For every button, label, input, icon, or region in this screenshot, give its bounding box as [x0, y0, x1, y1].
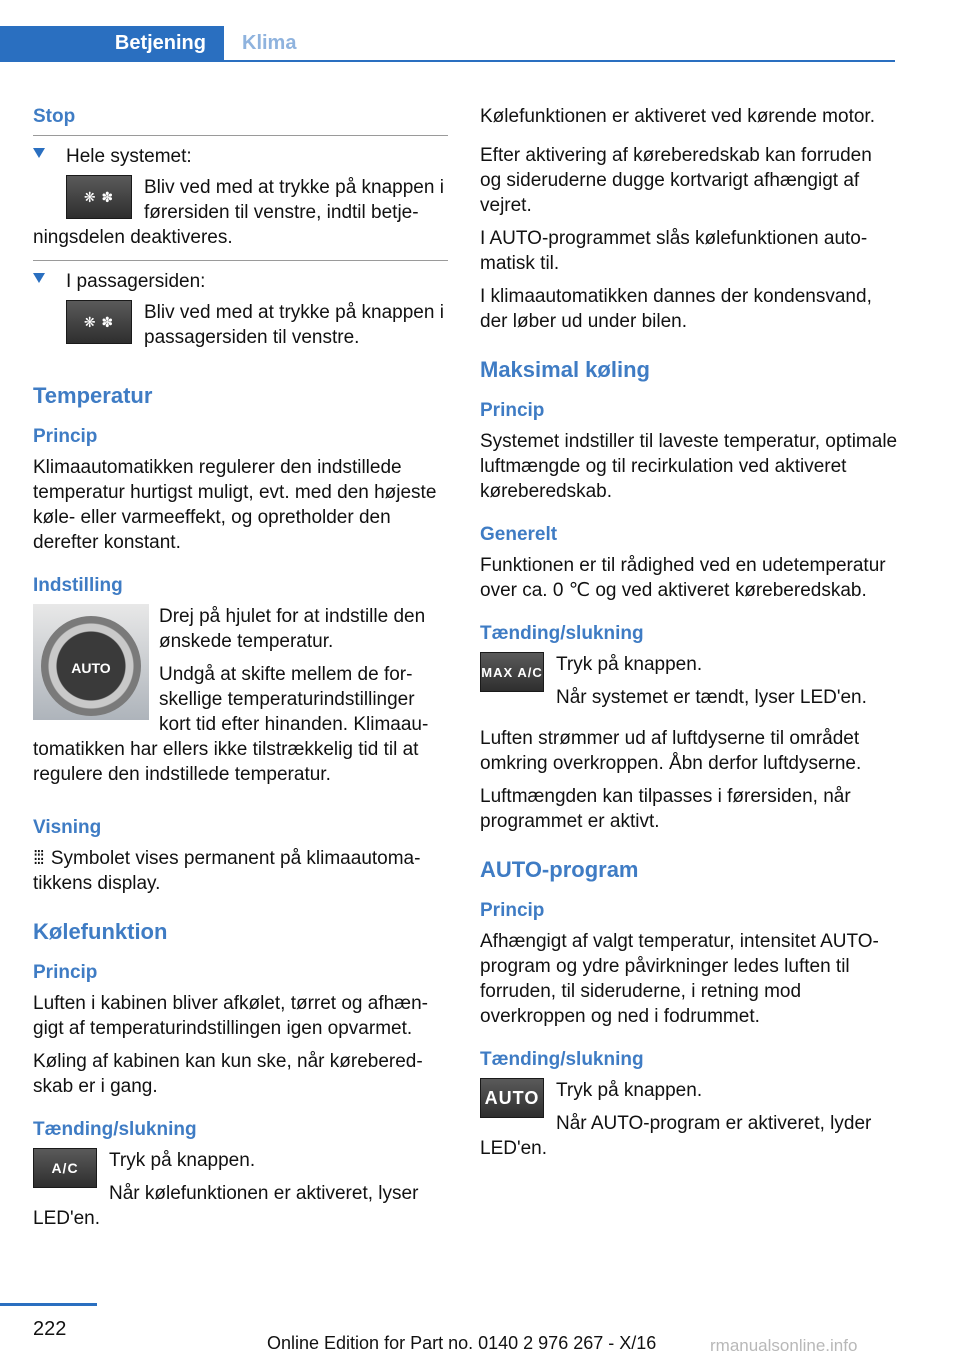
footer-edition: Online Edition for Part no. 0140 2 976 267 - X/16 — [267, 1333, 657, 1353]
header-divider — [0, 60, 895, 62]
paragraph: Kølefunktionen er aktiveret ved kørende motor. — [480, 106, 875, 127]
subheading-tand-slukning: Tænding/slukning — [33, 1119, 197, 1140]
paragraph: Luften i kabinen bliver afkølet, tørret og afhængigt af temperaturindstillingen igen opvarmet. — [33, 993, 428, 1039]
right-column — [480, 104, 898, 1161]
ac-row — [33, 1148, 448, 1206]
paragraph: Luftmængden kan tilpasses i førersiden, når programmet er aktivt. — [480, 786, 851, 832]
max-ac-button-icon: MAX A/C — [480, 652, 544, 692]
subheading-princip: Princip — [480, 400, 545, 421]
fan-off-button-icon: ❋ ✽ — [66, 175, 132, 219]
paragraph-cont: LED'en. — [33, 1208, 101, 1229]
subheading-princip: Princip — [33, 962, 98, 983]
section-heading-maksimal-koling: Maksimal køling — [480, 357, 650, 382]
defrost-symbol-icon: ⁞⁞⁞ — [33, 848, 43, 869]
bullet-label: Hele systemet: — [66, 146, 192, 167]
tab-betjening[interactable]: Betjening — [0, 26, 224, 60]
subheading-indstilling: Indstilling — [33, 575, 123, 596]
fan-off-row — [66, 175, 448, 225]
visning-text: Symbolet vises permanent på klimaautomatikkens display. — [33, 848, 421, 894]
paragraph: Funktionen er til rådighed ved en udetemperatur over ca. 0 ℃ og ved aktiveret køreberedskab. — [480, 555, 886, 601]
bullet-triangle-icon — [33, 148, 45, 158]
paragraph: Tryk på knappen. — [109, 1150, 256, 1171]
subheading-visning: Visning — [33, 817, 102, 838]
paragraph: Afhængigt af valgt temperatur, intensitet AUTO-program og ydre påvirkninger ledes luften til forruden, til sideruderne, i retning mod overkroppen og ned i fodrummet. — [480, 931, 879, 1027]
section-heading-temperatur: Temperatur — [33, 383, 153, 408]
paragraph: I klimaautomatikken dannes der kondensvand, der løber ud under bilen. — [480, 286, 872, 332]
paragraph: I AUTO-programmet slås kølefunktionen automatisk til. — [480, 228, 868, 274]
knob-row — [33, 604, 448, 737]
page-number: 222 — [33, 1318, 67, 1340]
watermark: rmanualsonline.info — [710, 1336, 858, 1355]
auto-button-icon: AUTO — [480, 1078, 544, 1118]
bullet-text-cont: ningsdelen deaktiveres. — [33, 227, 233, 248]
paragraph: Tryk på knappen. — [556, 1080, 703, 1101]
paragraph: Undgå at skifte mellem de forskellige temperaturindstillinger kort tid efter hinanden. Klimaau- — [159, 664, 429, 735]
auto-row — [480, 1078, 898, 1136]
max-ac-row — [480, 652, 898, 710]
paragraph: Drej på hjulet for at indstille den ønskede temperatur. — [159, 606, 426, 652]
bullet-text: Bliv ved med at trykke på knappen i passagersiden til venstre. — [144, 302, 444, 348]
paragraph: Klimaautomatikken regulerer den indstillede temperatur hurtigst muligt, evt. med den højeste køle- eller varmeeffekt, og opretholder den derefter konstant. — [33, 457, 437, 553]
paragraph: Luften strømmer ud af luftdyserne til området omkring overkroppen. Åbn derfor luftdyserne. — [480, 728, 862, 774]
fan-off-row — [66, 300, 448, 350]
list-item — [33, 135, 448, 260]
bullet-text: Bliv ved med at trykke på knappen i førersiden til venstre, indtil betje- — [144, 177, 444, 223]
subheading-princip: Princip — [480, 900, 545, 921]
left-column — [33, 100, 448, 1231]
paragraph: Køling af kabinen kan kun ske, når køreberedskab er i gang. — [33, 1051, 423, 1097]
subheading-princip: Princip — [33, 426, 98, 447]
bullet-triangle-icon — [33, 273, 45, 283]
list-item — [33, 260, 448, 360]
paragraph: Når AUTO-program er aktiveret, lyder — [556, 1113, 872, 1134]
subheading-tand-slukning: Tænding/slukning — [480, 623, 644, 644]
stop-heading: Stop — [33, 106, 76, 127]
paragraph: Systemet indstiller til laveste temperatur, optimale luftmængde og til recirkulation ved aktiveret køreberedskab. — [480, 431, 898, 502]
paragraph: Tryk på knappen. — [556, 654, 703, 675]
paragraph: Når systemet er tændt, lyser LED'en. — [556, 687, 867, 708]
subheading-generelt: Generelt — [480, 524, 558, 545]
paragraph: Når kølefunktionen er aktiveret, lyser — [109, 1183, 419, 1204]
ac-button-icon: A/C — [33, 1148, 97, 1188]
paragraph-cont: tomatikken har ellers ikke tilstrækkelig tid til at regulere den indstillede temperatur. — [33, 739, 419, 785]
section-heading-kolefunktion: Kølefunktion — [33, 919, 168, 944]
bullet-label: I passagersiden: — [66, 271, 206, 292]
paragraph-cont: LED'en. — [480, 1138, 548, 1159]
fan-off-button-icon: ❋ ✽ — [66, 300, 132, 344]
subheading-tand-slukning: Tænding/slukning — [480, 1049, 644, 1070]
section-heading-auto-program: AUTO-program — [480, 857, 639, 882]
tab-klima[interactable]: Klima — [242, 31, 297, 54]
paragraph: Efter aktivering af køreberedskab kan forruden og sideruderne dugge kortvarigt afhængigt af vejret. — [480, 145, 872, 216]
knob-label: AUTO — [71, 660, 111, 676]
header-bar — [0, 0, 895, 62]
footer-divider — [0, 1303, 97, 1306]
temperature-knob-image — [33, 604, 149, 720]
paragraph — [33, 846, 448, 896]
